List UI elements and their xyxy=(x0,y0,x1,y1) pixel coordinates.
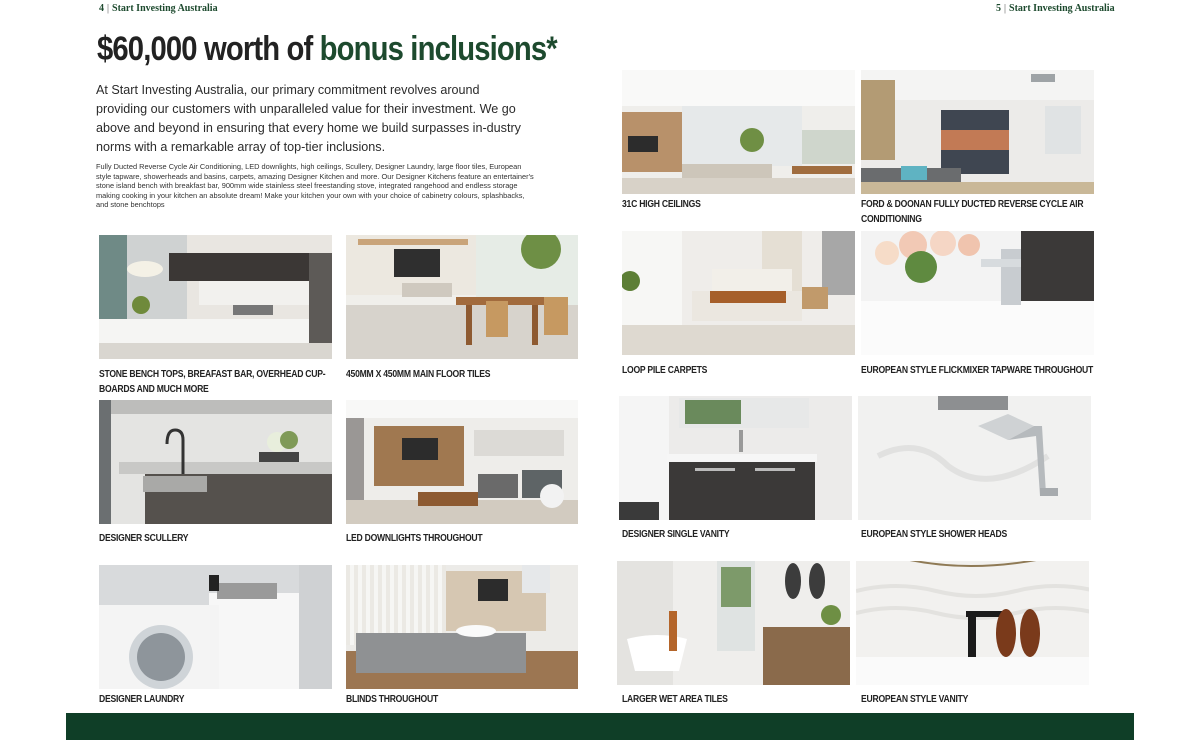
caption-wet-area-tiles: LARGER WET AREA TILES xyxy=(622,693,728,705)
ducted-air-conditioning-photo xyxy=(861,70,1094,194)
caption-line: STONE BENCH TOPS, BREAFAST BAR, OVERHEAD CUP- xyxy=(99,368,326,380)
caption-loop-pile-carpets: LOOP PILE CARPETS xyxy=(622,364,708,376)
kitchen-photo xyxy=(99,235,332,359)
footer-bar xyxy=(66,713,1134,740)
page-number: 5 xyxy=(996,3,1001,14)
caption-designer-scullery: DESIGNER SCULLERY xyxy=(99,532,189,544)
flickmixer-tapware-photo xyxy=(861,231,1094,355)
caption-high-ceilings: 31C HIGH CEILINGS xyxy=(622,198,701,210)
caption-line: CONDITIONING xyxy=(861,213,922,225)
caption-european-vanity: EUROPEAN STYLE VANITY xyxy=(861,693,969,705)
caption-single-vanity: DESIGNER SINGLE VANITY xyxy=(622,528,730,540)
caption-flickmixer-tapware: EUROPEAN STYLE FLICKMIXER TAPWARE THROUGHOUT xyxy=(861,364,1094,376)
running-head-right: 5 | Start Investing Australia xyxy=(996,3,1115,14)
living-room-downlights-photo xyxy=(346,400,578,524)
title-accent: bonus inclusions* xyxy=(319,30,557,68)
shower-head-photo xyxy=(858,396,1091,520)
page-number: 4 xyxy=(99,3,104,14)
caption-led-downlights: LED DOWNLIGHTS THROUGHOUT xyxy=(346,532,483,544)
caption-line: BOARDS AND MUCH MORE xyxy=(99,383,209,395)
european-vanity-photo xyxy=(856,561,1089,685)
high-ceilings-photo xyxy=(622,70,855,194)
dining-room-photo xyxy=(346,235,578,359)
wet-area-tiles-photo xyxy=(617,561,850,685)
caption-main-floor-tiles: 450MM X 450MM MAIN FLOOR TILES xyxy=(346,368,491,380)
bedroom-carpet-photo xyxy=(622,231,855,355)
single-vanity-photo xyxy=(619,396,852,520)
caption-stone-bench-tops xyxy=(99,367,325,397)
running-head-left: 4 | Start Investing Australia xyxy=(99,3,218,14)
caption-ducted-air xyxy=(861,197,1083,227)
brand-name: Start Investing Australia xyxy=(112,3,218,14)
lead-paragraph: At Start Investing Australia, our primary commitment revolves around providing our customers with unparalleled value for their investment. We go above and beyond in ensuring that every home we build surpasses in-dustry norms with a remarkable array of top-tier inclusions. xyxy=(96,83,521,154)
title-prefix: $60,000 worth of xyxy=(97,30,313,68)
caption-line: FORD & DOONAN FULLY DUCTED REVERSE CYCLE AIR xyxy=(861,198,1084,210)
caption-shower-heads: EUROPEAN STYLE SHOWER HEADS xyxy=(861,528,1007,540)
detail-paragraph: Fully Ducted Reverse Cycle Air Conditioning, LED downlights, high ceilings, Scullery, Designer Laundry, large floor tiles, European style tapware, showerheads and basins, carpets, amazing Designer Kitchen and more. Our Designer Kitchens feature an entertainer's stone island bench with breakfast bar, 900mm wide stainless steel freestanding stove, integrated rangehood and endless storage making cooking in your kitchen an absolute dream! Make your kitchen your own with your choice of cabinetry colours, splashbacks, and stone benchtops xyxy=(96,162,534,210)
page-title xyxy=(97,30,557,69)
caption-blinds: BLINDS THROUGHOUT xyxy=(346,693,438,705)
brand-name: Start Investing Australia xyxy=(1009,3,1115,14)
blinds-living-photo xyxy=(346,565,578,689)
laundry-photo xyxy=(99,565,332,689)
caption-designer-laundry: DESIGNER LAUNDRY xyxy=(99,693,185,705)
scullery-photo xyxy=(99,400,332,524)
